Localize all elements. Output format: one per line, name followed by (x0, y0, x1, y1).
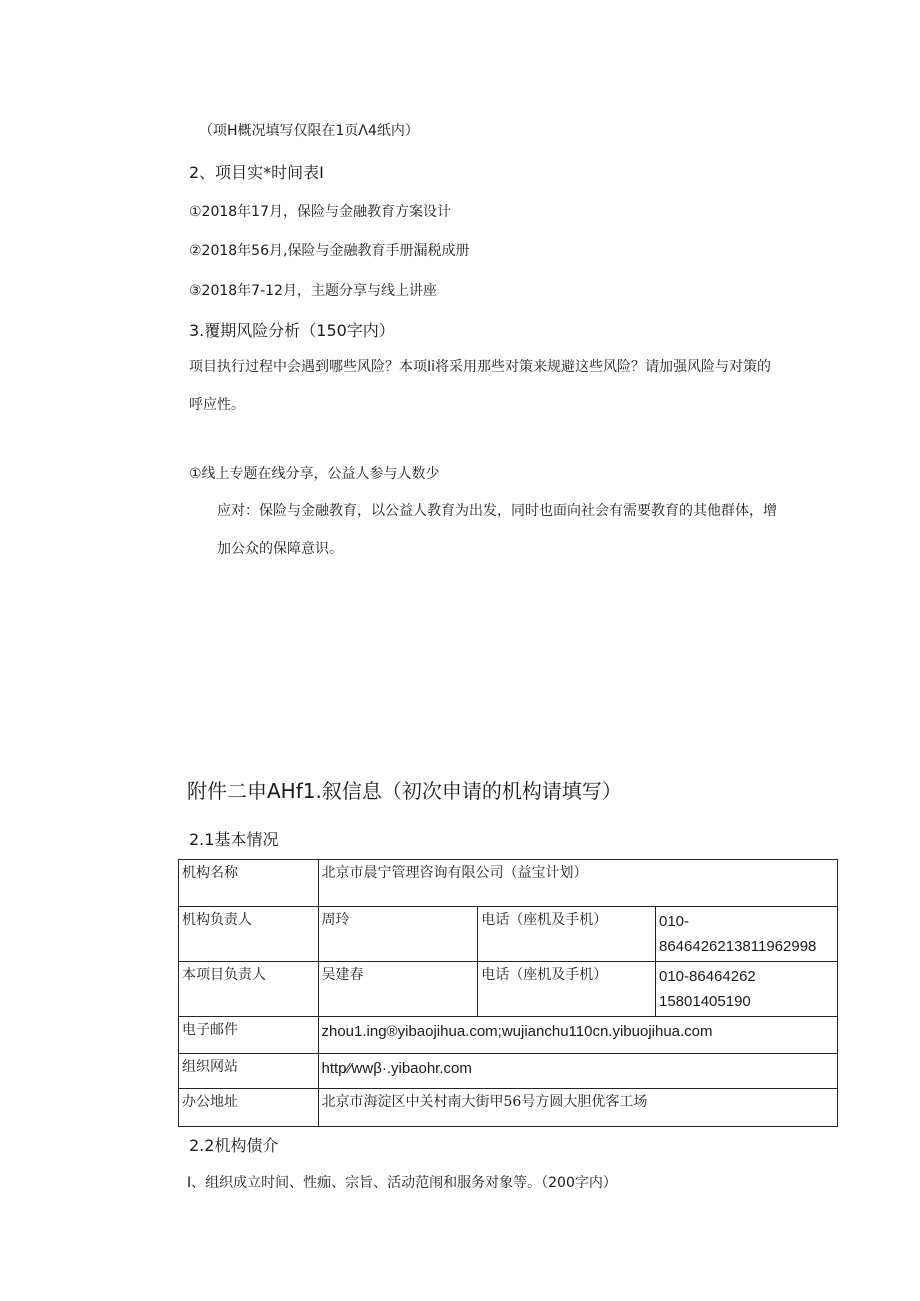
table-row (179, 1017, 838, 1054)
project-phone-value (656, 962, 838, 1017)
table-row (179, 1054, 838, 1089)
risk-question-line1: 项目执行过程中会遇到哪些风险？本项Ii将采用那些对策来规避这些风险？请加强风险与对策的 (189, 359, 772, 375)
project-head-name-value: 吴建春 (318, 962, 478, 1017)
response-line1: 应对：保险与金融教育，以公益人教育为出发，同时也面向社会有需要教育的其他群体，增 (217, 503, 777, 519)
table-row (179, 860, 838, 907)
timeline-heading: 2、项目实*时间表I (189, 163, 324, 182)
org-name-label: 机构名称 (179, 860, 319, 907)
risk-question-line2: 呼应性。 (189, 397, 245, 413)
email-label: 电子邮件 (179, 1017, 319, 1054)
email-value: zhou1.ing®yibaojihua.com;wujianchu110cn.yibuojihua.com (318, 1017, 838, 1054)
org-name-value: 北京市晨宁管理咨询有限公司（益宝计划） (318, 860, 838, 907)
head-name-value: 周玲 (318, 907, 478, 962)
timeline-item-1: ①2018年17月，保险与金融教育方案设计 (189, 204, 451, 220)
table-row (179, 907, 838, 962)
basic-info-table (178, 859, 838, 1127)
address-label: 办公地址 (179, 1089, 319, 1127)
project-phone-label: 电话（座机及手机） (478, 962, 656, 1017)
risk-heading: 3.覆期风险分析（150字内） (189, 321, 395, 340)
response-line2: 加公众的保障意识。 (217, 541, 343, 557)
website-label: 组织网站 (179, 1054, 319, 1089)
org-intro-heading: 2.2机构债介 (189, 1136, 279, 1155)
timeline-item-2: ②2018年56月,保险与金融教育手册漏税成册 (189, 243, 470, 259)
project-phone-line1: 010-86464262 (659, 968, 756, 985)
head-phone-value (656, 907, 838, 962)
head-phone-label: 电话（座机及手机） (478, 907, 656, 962)
timeline-item-3: ③2018年7-12月，主题分享与线上讲座 (189, 283, 437, 299)
table-row (179, 1089, 838, 1127)
page-limit-note: （项H概况填写仅限在1页Λ4纸内） (199, 123, 419, 139)
basic-info-heading: 2.1基本情况 (189, 830, 279, 849)
project-head-label: 本项目负责人 (179, 962, 319, 1017)
website-value: http⁄⁄wwβ·.yibaohr.com (318, 1054, 838, 1089)
address-value: 北京市海淀区中关村南大街甲56号方圆大胆优客工场 (318, 1089, 838, 1127)
table-row (179, 962, 838, 1017)
risk-item: ①线上专题在线分享，公益人参与人数少 (189, 466, 440, 482)
head-label: 机构负责人 (179, 907, 319, 962)
head-phone-line2: 8646426213811962998 (659, 938, 817, 955)
head-phone-line1: 010- (659, 913, 690, 930)
project-phone-line2: 15801405190 (659, 993, 751, 1010)
org-intro-item: I、组织成立时间、性痂、宗旨、活动范闱和服务对象等。（200字内） (187, 1175, 617, 1191)
appendix-title: 附件二申AHf1.叙信息（初次申请的机构请填写） (187, 779, 622, 803)
